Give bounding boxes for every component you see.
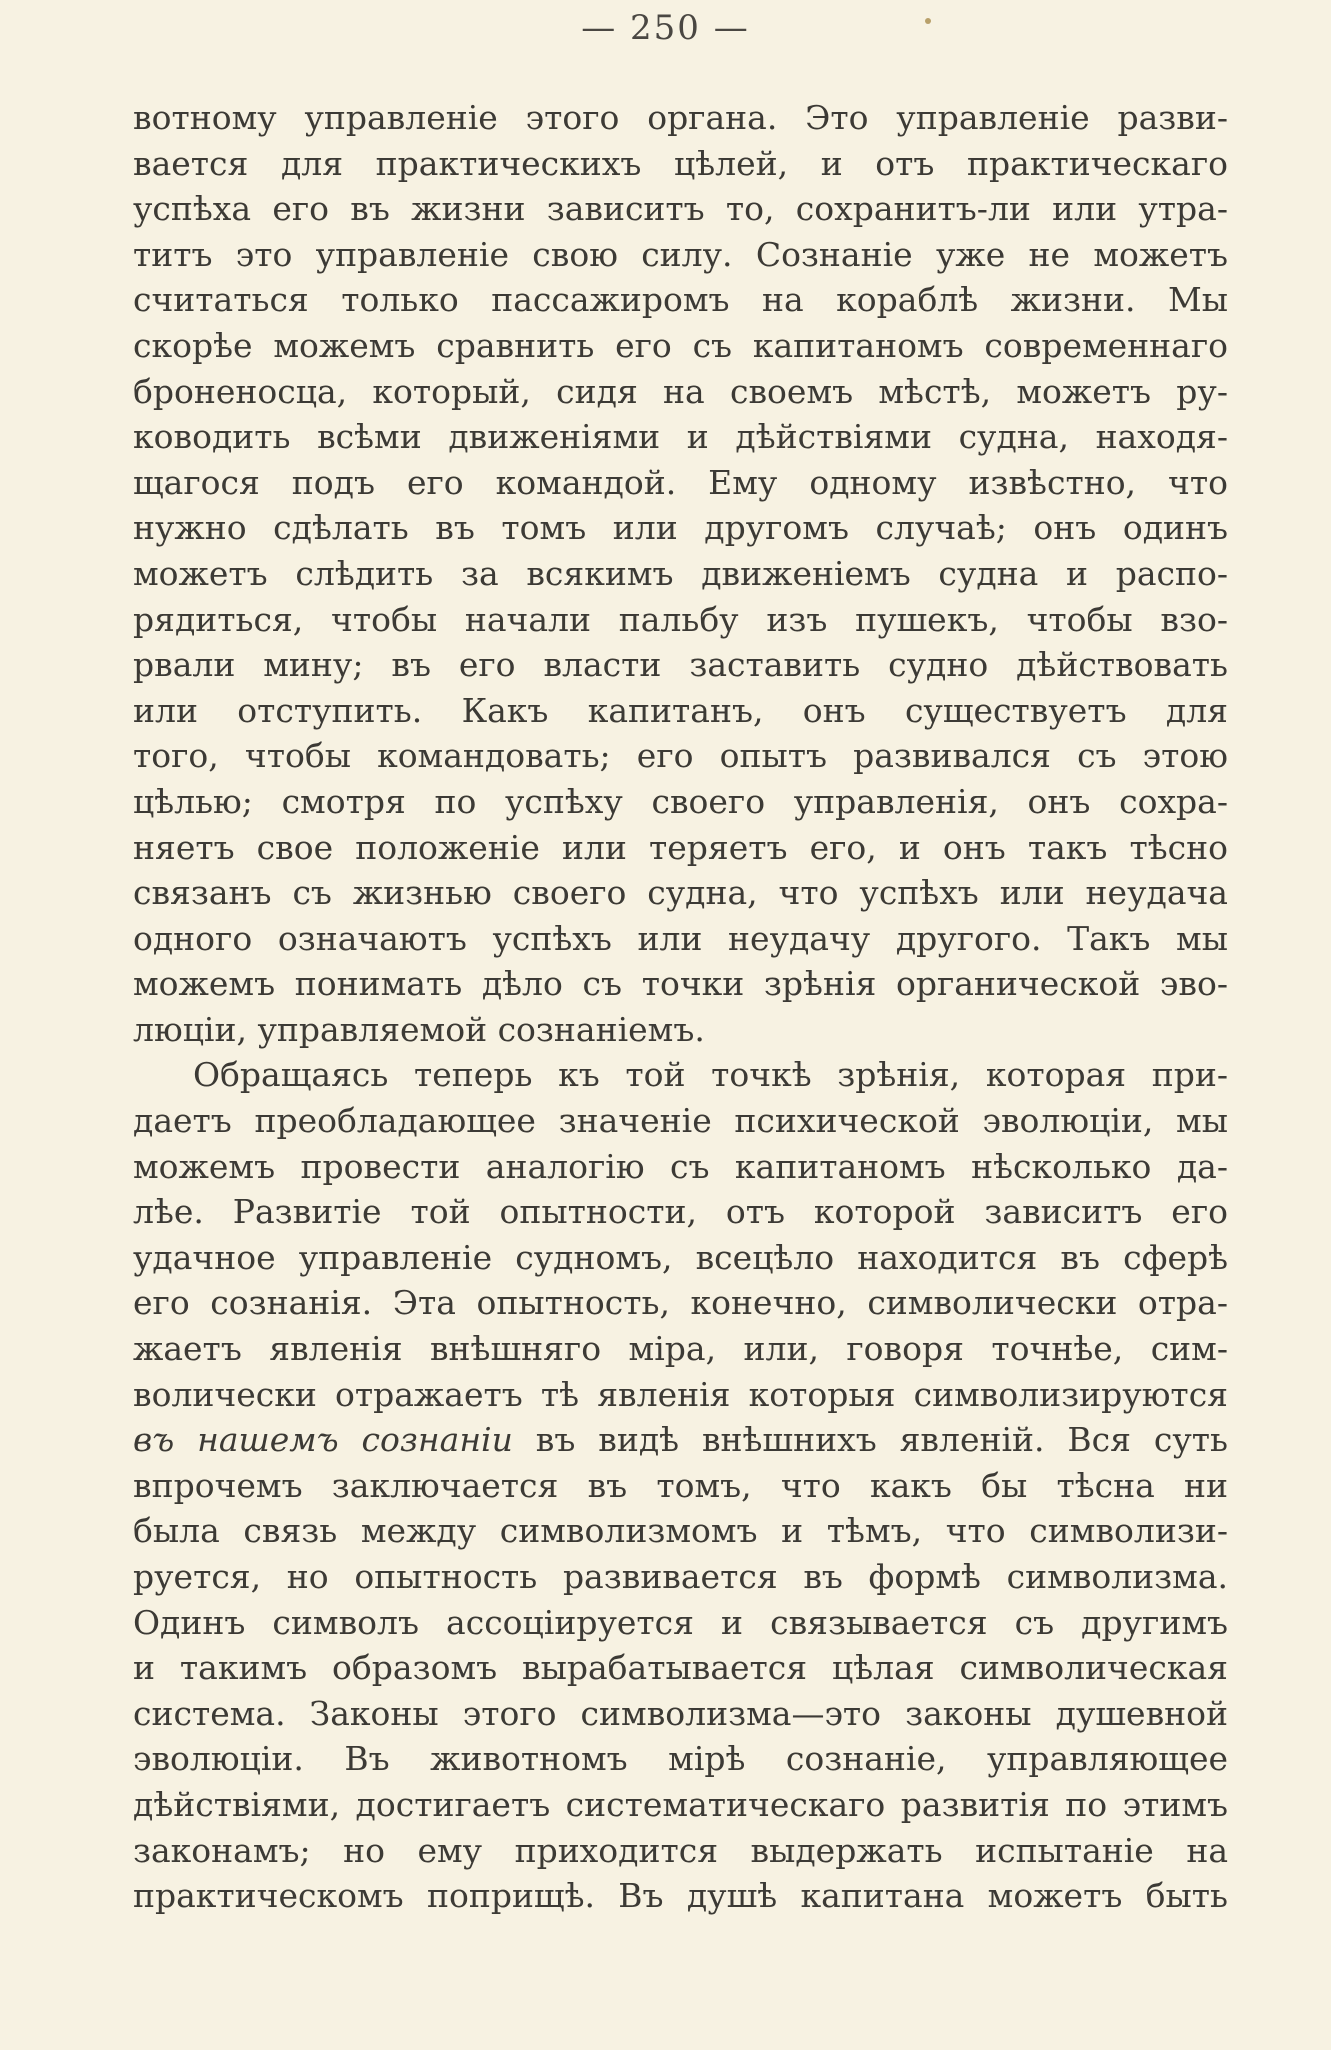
text-line: лѣе. Развитіе той опытности, отъ которой зависитъ его bbox=[133, 1192, 1228, 1232]
text-line: рвали мину; въ его власти заставить судно дѣйствовать bbox=[133, 645, 1228, 685]
text-line: цѣлью; смотря по успѣху своего управленія, онъ сохра- bbox=[133, 781, 1228, 821]
text-line: можемъ провести аналогію съ капитаномъ нѣсколько да- bbox=[133, 1146, 1228, 1186]
text-line: одного означаютъ успѣхъ или неудачу другого. Такъ мы bbox=[133, 918, 1228, 958]
page-number: — 250 — bbox=[581, 8, 750, 48]
text-line: даетъ преобладающее значеніе психической эволюціи, мы bbox=[133, 1101, 1228, 1141]
text-line: законамъ; но ему приходится выдержать испытаніе на bbox=[133, 1830, 1228, 1870]
text-line: няетъ свое положеніе или теряетъ его, и онъ такъ тѣсно bbox=[133, 827, 1228, 867]
text-line: ководить всѣми движеніями и дѣйствіями судна, находя- bbox=[133, 417, 1228, 457]
text-line: вается для практическихъ цѣлей, и отъ практическаго bbox=[133, 143, 1228, 183]
text-line: успѣха его въ жизни зависитъ то, сохранитъ-ли или утра- bbox=[133, 189, 1228, 229]
text-line: можемъ понимать дѣло съ точки зрѣнія органической эво- bbox=[133, 964, 1228, 1004]
text-line: эволюціи. Въ животномъ мірѣ сознаніе, управляющее bbox=[133, 1739, 1228, 1779]
text-line-with-italic bbox=[133, 1417, 1228, 1463]
text-line: того, чтобы командовать; его опытъ развивался съ этою bbox=[133, 736, 1228, 776]
text-line: связанъ съ жизнью своего судна, что успѣхъ или неудача bbox=[133, 873, 1228, 913]
text-line: Обращаясь теперь къ той точкѣ зрѣнія, которая при- bbox=[193, 1055, 1228, 1095]
text-line: руется, но опытность развивается въ формѣ символизма. bbox=[133, 1557, 1228, 1596]
text-line: можетъ слѣдить за всякимъ движеніемъ судна и распо- bbox=[133, 553, 1228, 593]
italic-phrase: въ нашемъ сознаніи bbox=[133, 1420, 513, 1460]
paragraph-1 bbox=[133, 95, 1228, 1052]
text-line: и такимъ образомъ вырабатывается цѣлая символическая bbox=[133, 1648, 1228, 1688]
text-fragment: въ видѣ внѣшнихъ явленій. Вся суть bbox=[512, 1420, 1228, 1460]
text-line: его сознанія. Эта опытность, конечно, символически отра- bbox=[133, 1283, 1228, 1323]
text-line: дѣйствіями, достигаетъ систематическаго развитія по этимъ bbox=[133, 1784, 1228, 1824]
text-line: или отступить. Какъ капитанъ, онъ существуетъ для bbox=[133, 690, 1228, 730]
text-line: рядиться, чтобы начали пальбу изъ пушекъ, чтобы взо- bbox=[133, 599, 1228, 639]
text-line: нужно сдѣлать въ томъ или другомъ случаѣ; онъ одинъ bbox=[133, 508, 1228, 548]
text-line: Одинъ символъ ассоціируется и связывается съ другимъ bbox=[133, 1602, 1228, 1642]
text-line: впрочемъ заключается въ томъ, что какъ бы тѣсна ни bbox=[133, 1465, 1228, 1505]
body-text bbox=[133, 95, 1228, 1919]
text-line: считаться только пассажиромъ на кораблѣ жизни. Мы bbox=[133, 280, 1228, 320]
print-speck bbox=[925, 18, 931, 24]
text-line: была связь между символизмомъ и тѣмъ, что символизи- bbox=[133, 1511, 1228, 1551]
text-line: люціи, управляемой сознаніемъ. bbox=[133, 1009, 705, 1049]
paragraph-2 bbox=[133, 1052, 1228, 1918]
text-line: титъ это управленіе свою силу. Сознаніе уже не можетъ bbox=[133, 234, 1228, 274]
text-line: система. Законы этого символизма—это законы душевной bbox=[133, 1693, 1228, 1733]
text-line: волически отражаетъ тѣ явленія которыя символизируются bbox=[133, 1374, 1228, 1414]
text-line: щагося подъ его командой. Ему одному извѣстно, что bbox=[133, 462, 1228, 502]
text-line: практическомъ поприщѣ. Въ душѣ капитана можетъ быть bbox=[133, 1876, 1228, 1916]
text-line: удачное управленіе судномъ, всецѣло находится въ сферѣ bbox=[133, 1237, 1228, 1277]
text-line: жаетъ явленія внѣшняго міра, или, говоря точнѣе, сим- bbox=[133, 1329, 1228, 1369]
text-line: скорѣе можемъ сравнить его съ капитаномъ современнаго bbox=[133, 325, 1228, 365]
text-line: вотному управленіе этого органа. Это управленіе разви- bbox=[133, 98, 1228, 137]
text-line: броненосца, который, сидя на своемъ мѣстѣ, можетъ ру- bbox=[133, 371, 1228, 411]
